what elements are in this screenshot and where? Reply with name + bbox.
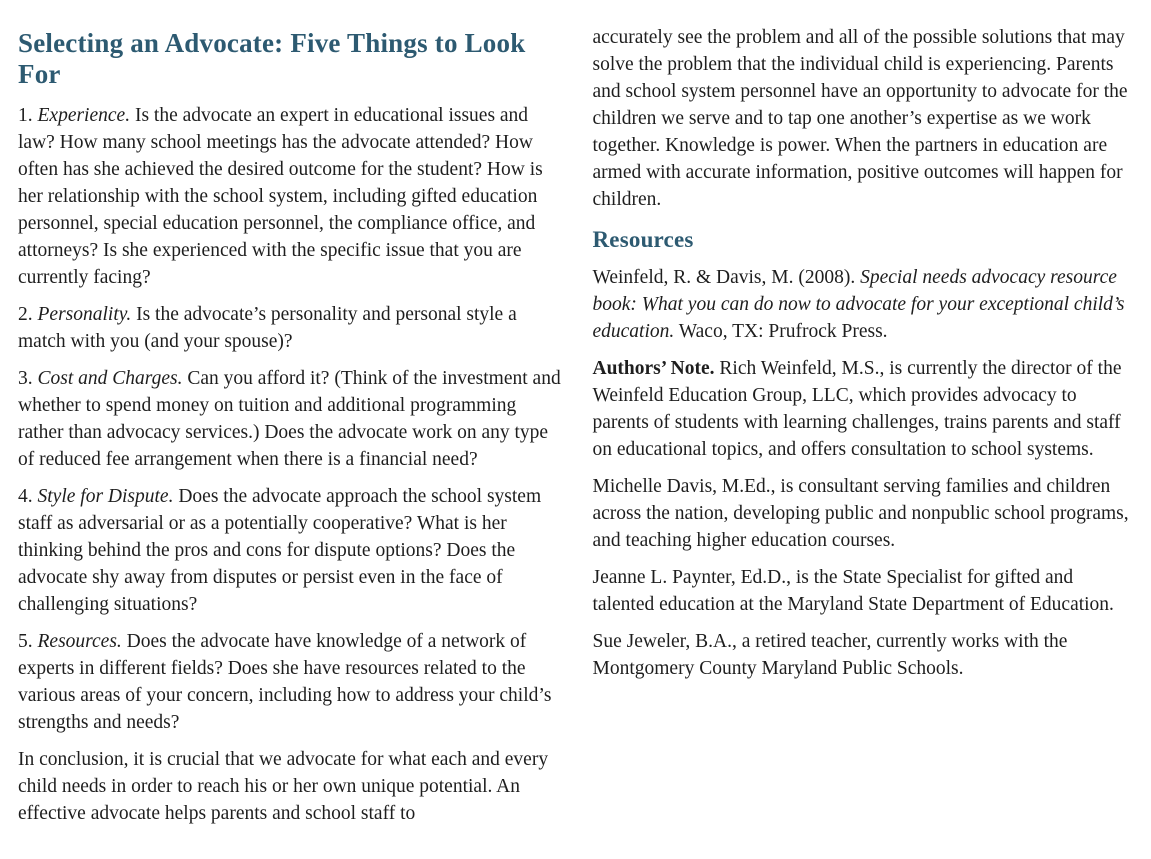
paragraph-style-for-dispute: 4. Style for Dispute. Does the advocate approach the school system staff as adversarial or as a potentially cooperative? What is her thinking behind the pros and cons for dispute options? Does the advocate shy away from disputes or persist even in the face of challenging situations?	[18, 486, 542, 616]
paragraph-authors-note: Authors’ Note. Rich Weinfeld, M.S., is currently the director of the Weinfeld Education Group, LLC, which provides advocacy to parents of students with learning challenges, trains parents and staff on educational topics, and offers consultation to school systems.	[592, 358, 1122, 461]
paragraph-conclusion-start: In conclusion, it is crucial that we advocate for what each and every child needs in order to reach his or her own unique potential. An effective advocate helps parents and school staff to	[18, 749, 549, 825]
left-column	[18, 24, 563, 837]
paragraph-cost-and-charges: 3. Cost and Charges. Can you afford it? (Think of the investment and whether to spend money on tuition and additional programming rather than advocacy services.) Does the advocate work on any type of reduced fee arrangement when there is a financial need?	[18, 368, 561, 471]
paragraph-conclusion-continued: accurately see the problem and all of the possible solutions that may solve the problem that the individual child is experiencing. Parents and school system personnel have an opportunity to advocate for the children we serve and to tap one another’s expertise as we work together. Knowledge is power. When the partners in education are armed with accurate information, positive outcomes will happen for children.	[592, 27, 1128, 210]
right-column	[593, 24, 1138, 837]
resources-heading: Resources	[592, 227, 694, 252]
paragraph-experience: 1. Experience. Is the advocate an expert in educational issues and law? How many school meetings has the advocate attended? How often has she achieved the desired outcome for the student? How is her relationship with the school system, including gifted education personnel, special education personnel, the compliance office, and attorneys? Is she experienced with the specific issue that you are currently facing?	[18, 105, 543, 289]
paragraph-bio-michelle-davis: Michelle Davis, M.Ed., is consultant serving families and children across the nation, developing public and nonpublic school programs, and teaching higher education courses.	[592, 476, 1129, 552]
article-title: Selecting an Advocate: Five Things to Look For	[18, 28, 526, 90]
paragraph-personality: 2. Personality. Is the advocate’s personality and personal style a match with you (and your spouse)?	[18, 304, 517, 353]
two-column-layout	[18, 24, 1137, 837]
paragraph-bio-sue-jeweler: Sue Jeweler, B.A., a retired teacher, currently works with the Montgomery County Maryland Public Schools.	[592, 631, 1068, 680]
paragraph-bio-jeanne-paynter: Jeanne L. Paynter, Ed.D., is the State Specialist for gifted and talented education at the Maryland State Department of Education.	[592, 567, 1114, 616]
paragraph-citation: Weinfeld, R. & Davis, M. (2008). Special needs advocacy resource book: What you can do now to advocate for your exceptional child’s education. Waco, TX: Prufrock Press.	[592, 267, 1125, 343]
paragraph-resources-item: 5. Resources. Does the advocate have knowledge of a network of experts in different fields? Does she have resources related to the various areas of your concern, including how to address your child’s strengths and needs?	[18, 631, 552, 734]
